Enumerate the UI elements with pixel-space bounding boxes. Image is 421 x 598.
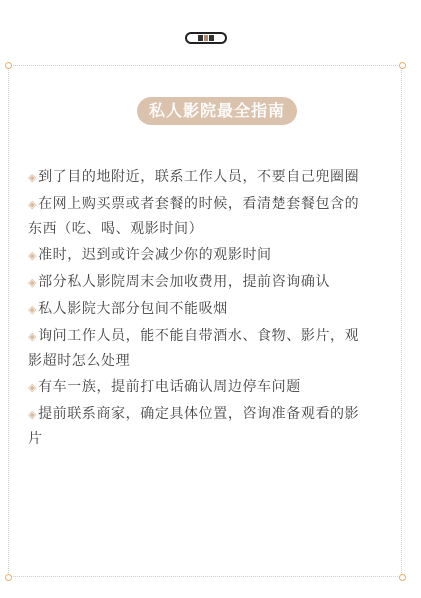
list-item <box>28 375 373 400</box>
tip-text: 在网上购买票或者套餐的时候，看清楚套餐包含的东西（吃、喝、观影时间） <box>28 196 360 237</box>
tip-text: 到了目的地附近，联系工作人员，不要自己兜圈圈 <box>38 169 360 185</box>
corner-dot-icon <box>399 574 406 581</box>
page-title: 私人影院最全指南 <box>137 97 297 125</box>
tip-text: 提前联系商家，确定具体位置，咨询准备观看的影片 <box>28 406 360 447</box>
list-item <box>28 165 373 190</box>
tip-text: 私人影院大部分包间不能吸烟 <box>38 301 228 317</box>
tip-text: 询问工作人员，能不能自带酒水、食物、影片，观影超时怎么处理 <box>28 328 360 369</box>
diamond-bullet-icon: ◈ <box>28 303 38 316</box>
diamond-bullet-icon: ◈ <box>28 249 38 262</box>
diamond-bullet-icon: ◈ <box>28 381 38 394</box>
list-item <box>28 192 373 241</box>
film-strip-icon <box>185 32 227 44</box>
corner-dot-icon <box>399 62 406 69</box>
tip-text: 部分私人影院周末会加收费用，提前咨询确认 <box>38 274 331 290</box>
list-item <box>28 243 373 268</box>
diamond-bullet-icon: ◈ <box>28 171 38 184</box>
tip-text: 准时，迟到或许会减少你的观影时间 <box>38 247 272 263</box>
list-item <box>28 402 373 451</box>
diamond-bullet-icon: ◈ <box>28 276 38 289</box>
tips-list <box>28 165 373 453</box>
list-item <box>28 324 373 373</box>
tip-text: 有车一族，提前打电话确认周边停车问题 <box>38 379 301 395</box>
diamond-bullet-icon: ◈ <box>28 408 38 421</box>
corner-dot-icon <box>5 574 12 581</box>
list-item <box>28 297 373 322</box>
diamond-bullet-icon: ◈ <box>28 198 38 211</box>
diamond-bullet-icon: ◈ <box>28 330 38 343</box>
list-item <box>28 270 373 295</box>
corner-dot-icon <box>5 62 12 69</box>
